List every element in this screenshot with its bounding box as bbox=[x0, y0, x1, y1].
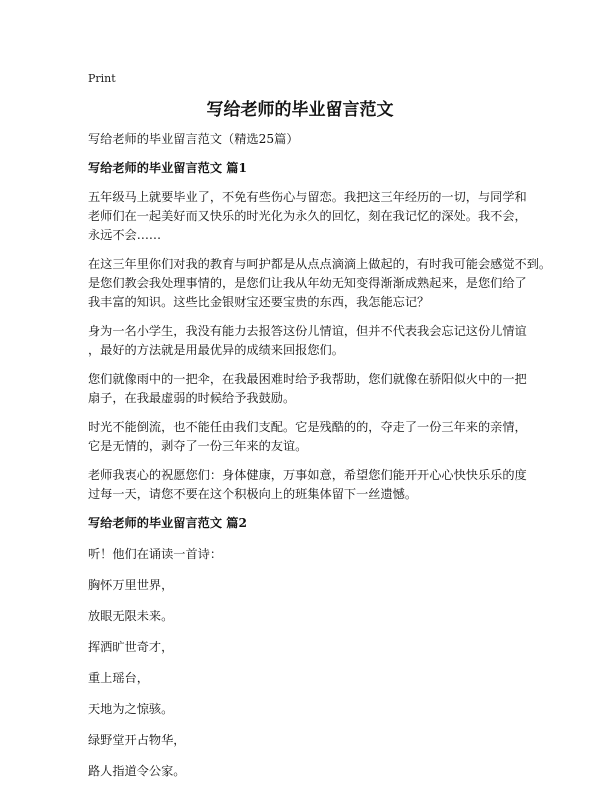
section-heading-2: 写给老师的毕业留言范文 篇2 bbox=[88, 516, 247, 530]
paragraph-line: 老师们在一起美好而又快乐的时光化为永久的回忆，刻在我记忆的深处。我不会， bbox=[88, 209, 527, 223]
poem-line: 放眼无限未来。 bbox=[88, 609, 174, 623]
document-body bbox=[88, 130, 552, 791]
paragraph-line: 是您们教会我处理事情的，是您们让我从年幼无知变得渐渐成熟起来，是您们给了 bbox=[88, 276, 527, 290]
print-link[interactable]: Print bbox=[88, 72, 116, 85]
paragraph bbox=[88, 370, 527, 408]
paragraph-line: 在这三年里你们对我的教育与呵护都是从点点滴滴上做起的，有时我可能会感觉不到。 bbox=[88, 257, 552, 271]
paragraph bbox=[88, 418, 527, 456]
paragraph bbox=[88, 255, 552, 312]
paragraph bbox=[88, 188, 527, 245]
poem-line: 路人指道令公家。 bbox=[88, 764, 186, 778]
poem-line: 绿野堂开占物华， bbox=[88, 733, 186, 747]
poem-line: 重上瑶台， bbox=[88, 671, 149, 685]
poem-intro: 听！他们在诵读一首诗： bbox=[88, 547, 223, 561]
page-title: 写给老师的毕业留言范文 bbox=[206, 100, 394, 120]
paragraph-line: 时光不能倒流，也不能任由我们支配。它是残酷的的，夺走了一份三年来的亲情， bbox=[88, 420, 527, 434]
paragraph-line: 身为一名小学生，我没有能力去报答这份儿情谊，但并不代表我会忘记这份儿情谊 bbox=[88, 324, 527, 338]
paragraph bbox=[88, 322, 527, 360]
paragraph-line: 您们就像雨中的一把伞，在我最困难时给予我帮助，您们就像在骄阳似火中的一把 bbox=[88, 372, 527, 386]
paragraph bbox=[88, 466, 527, 504]
paragraph-line: 扇子，在我最虚弱的时候给予我鼓励。 bbox=[88, 391, 296, 405]
poem-line: 挥洒旷世奇才， bbox=[88, 640, 174, 654]
paragraph-line: 五年级马上就要毕业了，不免有些伤心与留恋。我把这三年经历的一切，与同学和 bbox=[88, 190, 527, 204]
paragraph-line: 永远不会…… bbox=[88, 228, 162, 242]
poem-line: 天地为之惊骇。 bbox=[88, 702, 174, 716]
paragraph-line: 我丰富的知识。这些比金银财宝还要宝贵的东西，我怎能忘记？ bbox=[88, 295, 430, 309]
paragraph-line: 老师我衷心的祝愿您们：身体健康，万事如意，希望您们能开开心心快快乐乐的度 bbox=[88, 468, 527, 482]
section-heading-1: 写给老师的毕业留言范文 篇1 bbox=[88, 161, 247, 175]
paragraph-line: 过每一天，请您不要在这个积极向上的班集体留下一丝遗憾。 bbox=[88, 487, 418, 501]
poem-line: 胸怀万里世界， bbox=[88, 578, 174, 592]
paragraph-line: ，最好的方法就是用最优异的成绩来回报您们。 bbox=[88, 343, 344, 357]
paragraph-line: 它是无情的，剥夺了一份三年来的友谊。 bbox=[88, 439, 308, 453]
document-subtitle: 写给老师的毕业留言范文（精选25篇） bbox=[88, 132, 299, 146]
